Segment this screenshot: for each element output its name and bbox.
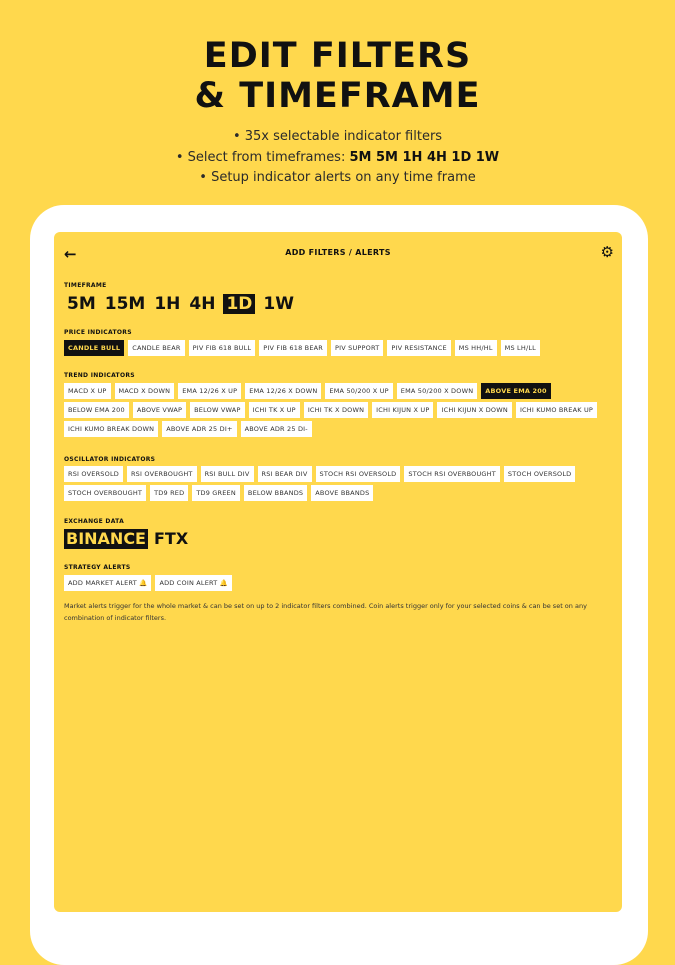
price-chip-candle-bull[interactable]: CANDLE BULL bbox=[64, 340, 124, 356]
price-chip-piv-fib-618-bull[interactable]: PIV FIB 618 BULL bbox=[189, 340, 256, 356]
trend-chip-macd-x-up[interactable]: MACD X UP bbox=[64, 383, 111, 399]
trend-chip-ichi-kijun-x-up[interactable]: ICHI KIJUN X UP bbox=[372, 402, 433, 418]
trend-chip-ichi-kijun-x-down[interactable]: ICHI KIJUN X DOWN bbox=[437, 402, 511, 418]
alerts-note: Market alerts trigger for the whole market & can be set on up to 2 indicator filters combined. Coin alerts trigger only for your selected coins & can be set on any combination of indicator filters. bbox=[64, 602, 587, 622]
trend-chip-ichi-kumo-break-down[interactable]: ICHI KUMO BREAK DOWN bbox=[64, 421, 158, 437]
trend-chip-below-vwap[interactable]: BELOW VWAP bbox=[190, 402, 244, 418]
price-chip-piv-fib-618-bear[interactable]: PIV FIB 618 BEAR bbox=[259, 340, 327, 356]
trend-chip-above-vwap[interactable]: ABOVE VWAP bbox=[133, 402, 186, 418]
trend-chip-above-ema-200[interactable]: ABOVE EMA 200 bbox=[481, 383, 550, 399]
app-screen bbox=[54, 232, 622, 912]
bullet-timeframes: • Select from timeframes: 5M 5M 1H 4H 1D 1W bbox=[175, 149, 500, 165]
oscillator-chip-stoch-rsi-oversold[interactable]: STOCH RSI OVERSOLD bbox=[316, 466, 401, 482]
oscillator-chip-rsi-bear-div[interactable]: RSI BEAR DIV bbox=[258, 466, 312, 482]
oscillator-chip-below-bbands[interactable]: BELOW BBANDS bbox=[244, 485, 307, 501]
oscillator-chip-td9-red[interactable]: TD9 RED bbox=[150, 485, 188, 501]
strategy-chip-add-coin-alert[interactable]: ADD COIN ALERT 🔔 bbox=[155, 575, 232, 591]
price-chip-ms-hh-hl[interactable]: MS HH/HL bbox=[455, 340, 497, 356]
exchange-data-label: EXCHANGE DATA bbox=[64, 518, 125, 525]
trend-chip-ichi-tk-x-up[interactable]: ICHI TK X UP bbox=[249, 402, 300, 418]
timeframe-option-1d[interactable]: 1D bbox=[223, 294, 255, 314]
oscillator-chip-stoch-rsi-overbought[interactable]: STOCH RSI OVERBOUGHT bbox=[404, 466, 500, 482]
oscillator-indicator-chips bbox=[64, 466, 616, 501]
oscillator-chip-stoch-oversold[interactable]: STOCH OVERSOLD bbox=[504, 466, 575, 482]
back-arrow-icon[interactable]: ← bbox=[64, 245, 77, 263]
trend-chip-ichi-kumo-break-up[interactable]: ICHI KUMO BREAK UP bbox=[516, 402, 597, 418]
price-indicator-chips bbox=[64, 340, 616, 356]
trend-chip-ema-50-200-x-up[interactable]: EMA 50/200 X UP bbox=[325, 383, 392, 399]
timeframe-option-1h[interactable]: 1H bbox=[154, 294, 181, 314]
oscillator-chip-td9-green[interactable]: TD9 GREEN bbox=[192, 485, 240, 501]
hero-title-line1: EDIT FILTERS bbox=[203, 36, 472, 76]
screen-title: ADD FILTERS / ALERTS bbox=[285, 248, 391, 257]
trend-chip-below-ema-200[interactable]: BELOW EMA 200 bbox=[64, 402, 129, 418]
price-chip-piv-support[interactable]: PIV SUPPORT bbox=[331, 340, 383, 356]
timeframe-option-15m[interactable]: 15M bbox=[104, 294, 146, 314]
timeframe-selector bbox=[66, 294, 295, 314]
trend-indicators-label: TREND INDICATORS bbox=[64, 372, 135, 379]
trend-chip-above-adr-25-di[interactable]: ABOVE ADR 25 DI+ bbox=[162, 421, 236, 437]
oscillator-chip-rsi-oversold[interactable]: RSI OVERSOLD bbox=[64, 466, 123, 482]
strategy-chip-add-market-alert[interactable]: ADD MARKET ALERT 🔔 bbox=[64, 575, 151, 591]
strategy-alerts-label: STRATEGY ALERTS bbox=[64, 564, 131, 571]
price-chip-ms-lh-ll[interactable]: MS LH/LL bbox=[501, 340, 540, 356]
app-bar bbox=[54, 232, 622, 276]
hero-title bbox=[0, 36, 675, 116]
feature-bullets bbox=[0, 127, 675, 189]
oscillator-chip-stoch-overbought[interactable]: STOCH OVERBOUGHT bbox=[64, 485, 146, 501]
price-chip-piv-resistance[interactable]: PIV RESISTANCE bbox=[387, 340, 450, 356]
trend-chip-macd-x-down[interactable]: MACD X DOWN bbox=[115, 383, 175, 399]
price-chip-candle-bear[interactable]: CANDLE BEAR bbox=[128, 340, 184, 356]
oscillator-chip-above-bbands[interactable]: ABOVE BBANDS bbox=[311, 485, 373, 501]
oscillator-chip-rsi-bull-div[interactable]: RSI BULL DIV bbox=[201, 466, 254, 482]
strategy-alert-buttons bbox=[64, 575, 616, 591]
exchange-option-binance[interactable]: BINANCE bbox=[66, 529, 146, 548]
oscillator-indicators-label: OSCILLATOR INDICATORS bbox=[64, 456, 156, 463]
trend-chip-ichi-tk-x-down[interactable]: ICHI TK X DOWN bbox=[304, 402, 368, 418]
timeframe-option-1w[interactable]: 1W bbox=[263, 294, 294, 314]
trend-chip-above-adr-25-di[interactable]: ABOVE ADR 25 DI- bbox=[241, 421, 312, 437]
gear-icon[interactable]: ⚙ bbox=[600, 243, 614, 261]
trend-chip-ema-12-26-x-up[interactable]: EMA 12/26 X UP bbox=[178, 383, 241, 399]
timeframe-option-4h[interactable]: 4H bbox=[189, 294, 216, 314]
exchange-selector bbox=[64, 529, 190, 549]
price-indicators-label: PRICE INDICATORS bbox=[64, 329, 132, 336]
bullet-filters: • 35x selectable indicator filters bbox=[232, 129, 443, 144]
timeframe-label: TIMEFRAME bbox=[64, 282, 107, 289]
timeframe-option-5m[interactable]: 5M bbox=[67, 294, 96, 314]
oscillator-chip-rsi-overbought[interactable]: RSI OVERBOUGHT bbox=[127, 466, 197, 482]
trend-chip-ema-50-200-x-down[interactable]: EMA 50/200 X DOWN bbox=[397, 383, 478, 399]
hero-title-line2: & TIMEFRAME bbox=[194, 76, 481, 116]
exchange-option-ftx[interactable]: FTX bbox=[153, 529, 189, 548]
bullet-alerts: • Setup indicator alerts on any time frame bbox=[199, 170, 476, 185]
trend-indicator-chips bbox=[64, 383, 616, 437]
trend-chip-ema-12-26-x-down[interactable]: EMA 12/26 X DOWN bbox=[245, 383, 321, 399]
